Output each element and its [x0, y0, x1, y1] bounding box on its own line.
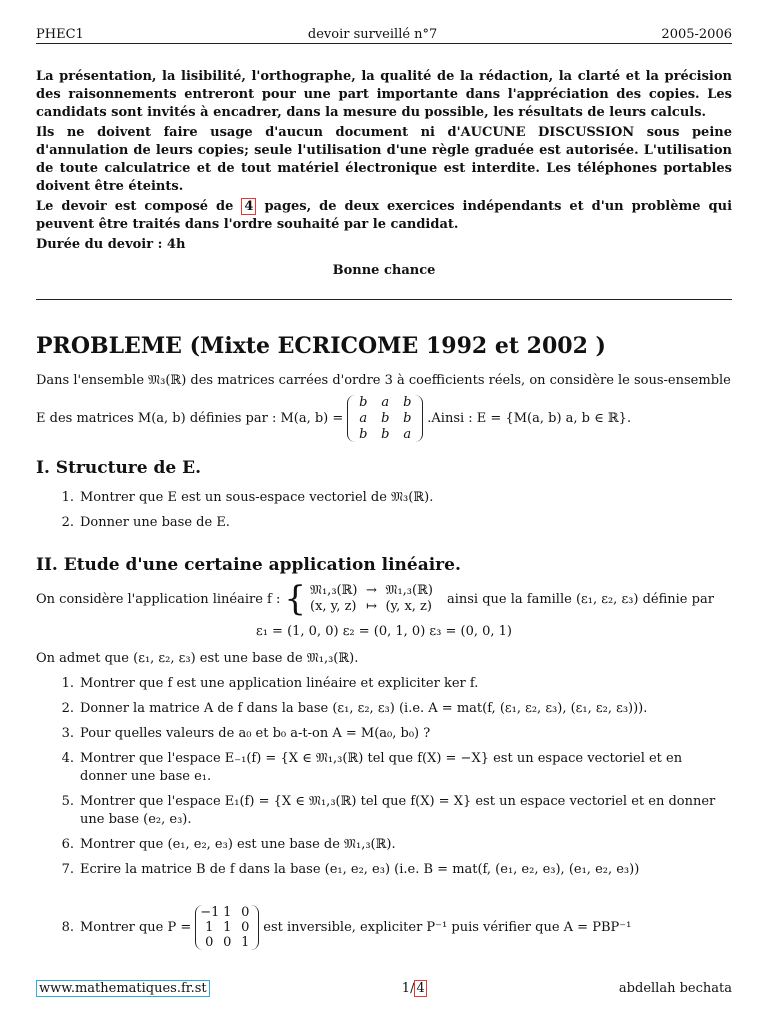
section-2-question	[36, 836, 732, 854]
problem-title: PROBLEME (Mixte ECRICOME 1992 et 2002 )	[36, 333, 606, 359]
matrix-p-cell: 1	[223, 920, 232, 935]
section-2-question	[36, 725, 732, 743]
website-link[interactable]: www.mathematiques.fr.st	[36, 980, 210, 997]
duration: Durée du devoir : 4h	[36, 237, 186, 252]
matrix-p-cell: −1	[200, 905, 220, 920]
matrix-definition: E des matrices M(a, b) définies par : M(a, b) = b a b a b b b b a .Ainsi : E = {M(a, b) a, b ∈ ℝ}.	[36, 394, 632, 442]
matrix-p-cell: 0	[223, 935, 232, 950]
header-class: PHEC1	[36, 27, 84, 42]
question-text: Montrer que f est une application linéaire et expliciter ker f.	[80, 676, 479, 691]
function-mapping: 𝔐₁,₃(ℝ) → 𝔐₁,₃(ℝ) (x, y, z) ↦ (y, x, z)	[310, 583, 433, 614]
matrix-mab-cell: b	[359, 426, 368, 442]
instructions-composition: Le devoir est composé de 4 pages, de deux exercices indépendants et d'un problème qui peuvent être traités dans l'ordre souhaité par le candidat.	[36, 199, 733, 232]
matrix-p-cell: 1	[205, 920, 214, 935]
question-text: Donner une base de E.	[80, 515, 230, 530]
question-number: 6.	[61, 837, 74, 852]
question-number: 2.	[61, 701, 74, 716]
instructions-presentation: La présentation, la lisibilité, l'orthographe, la qualité de la rédaction, la clarté et la précision des raisonnements entreront pour une part importante dans l'appréciation des copies. Les candidats sont invités à encadrer, dans la mesure du possible, les résultats de leurs calculs.	[36, 69, 732, 120]
page-footer	[36, 978, 732, 998]
question-number: 5.	[61, 794, 74, 809]
basis-admit: On admet que (ε₁, ε₂, ε₃) est une base de 𝔐₁,₃(ℝ).	[36, 651, 359, 666]
total-pages-link[interactable]: 4	[416, 980, 425, 996]
header-year: 2005-2006	[661, 27, 732, 42]
document-page	[36, 0, 732, 1024]
good-luck: Bonne chance	[332, 263, 436, 278]
question-text: Montrer que l'espace E₋₁(f) = {X ∈ 𝔐₁,₃(ℝ) tel que f(X) = −X} est un espace vectoriel et en donner une base e₁.	[80, 751, 683, 784]
matrix-mab-cell: b	[381, 410, 390, 426]
matrix-p-cell: 1	[241, 935, 250, 950]
function-definition: On considère l'application linéaire f : { 𝔐₁,₃(ℝ) → 𝔐₁,₃(ℝ) (x, y, z) ↦ (y, x, z) ainsi que la famille (ε₁, ε₂, ε₃) définie par	[36, 579, 714, 619]
section-2-question	[36, 750, 732, 786]
matrix-p-cell: 0	[205, 935, 214, 950]
instructions-rules: Ils ne doivent faire usage d'aucun document ni d'AUCUNE DISCUSSION sous peine d'annulation de leurs copies; seule l'utilisation d'une règle graduée est autorisée. L'utilisation de toute calculatrice et de tout matériel électronique est interdite. Les téléphones portables doivent être éteints.	[36, 125, 732, 194]
matrix-mab-cell: a	[403, 426, 412, 442]
question-8: 8. Montrer que P = −1 1 0 1 1 0 0 0 1 est inversible, expliciter P⁻¹ puis vérifier que A = PBP⁻¹	[61, 905, 632, 950]
problem-intro: Dans l'ensemble 𝔐₃(ℝ) des matrices carrées d'ordre 3 à coefficients réels, on considère le sous-ensemble	[36, 373, 731, 388]
question-text: Ecrire la matrice B de f dans la base (e₁, e₂, e₃) (i.e. B = mat(f, (e₁, e₂, e₃), (e₁, e₂, e₃))	[80, 862, 640, 877]
matrix-mab-cell: a	[359, 410, 368, 426]
question-number: 7.	[61, 862, 74, 877]
page-number: 1/ 4	[401, 980, 425, 996]
section-1-questions	[36, 489, 732, 539]
question-number: 4.	[61, 751, 74, 766]
matrix-p	[195, 905, 259, 950]
matrix-mab-cell: b	[359, 394, 368, 410]
page-count-link[interactable]: 4	[241, 198, 256, 215]
matrix-mab-cell: b	[403, 394, 412, 410]
question-text: Donner la matrice A de f dans la base (ε₁, ε₂, ε₃) (i.e. A = mat(f, (ε₁, ε₂, ε₃), (ε₁, ε₂, ε₃))).	[80, 701, 648, 716]
question-text: Montrer que (e₁, e₂, e₃) est une base de 𝔐₁,₃(ℝ).	[80, 837, 396, 852]
matrix-mab	[347, 395, 423, 442]
section-2-question	[36, 675, 732, 693]
section-1-title: I. Structure de E.	[36, 458, 201, 478]
section-1-question	[36, 489, 732, 507]
header-title: devoir surveillé n°7	[307, 27, 438, 42]
section-2-question	[36, 793, 732, 829]
question-number: 1.	[61, 676, 74, 691]
matrix-mab-cell: b	[381, 426, 390, 442]
question-number: 3.	[61, 726, 74, 741]
matrix-p-cell: 0	[241, 920, 250, 935]
question-text: Pour quelles valeurs de a₀ et b₀ a-t-on A = M(a₀, b₀) ?	[80, 726, 431, 741]
brace-icon: {	[284, 579, 307, 619]
section-1-question	[36, 514, 732, 532]
matrix-p-cell: 1	[223, 905, 232, 920]
section-2-questions	[36, 675, 732, 886]
page-header	[36, 22, 732, 42]
section-2-question	[36, 861, 732, 879]
instructions	[36, 68, 732, 282]
section-divider	[36, 299, 732, 300]
matrix-mab-cell: a	[381, 394, 390, 410]
section-2-title: II. Etude d'une certaine application linéaire.	[36, 555, 461, 575]
author: abdellah bechata	[618, 980, 732, 996]
header-divider	[36, 43, 732, 44]
matrix-mab-cell: b	[403, 410, 412, 426]
basis-vectors: ε₁ = (1, 0, 0) ε₂ = (0, 1, 0) ε₃ = (0, 0, 1)	[255, 624, 513, 639]
section-2-question	[36, 700, 732, 718]
question-text: Montrer que E est un sous-espace vectoriel de 𝔐₃(ℝ).	[80, 490, 434, 505]
question-number: 2.	[61, 515, 74, 530]
matrix-p-cell: 0	[241, 905, 250, 920]
question-number: 1.	[61, 490, 74, 505]
question-text: Montrer que l'espace E₁(f) = {X ∈ 𝔐₁,₃(ℝ) tel que f(X) = X} est un espace vectoriel et en donner une base (e₂, e₃).	[80, 794, 716, 827]
